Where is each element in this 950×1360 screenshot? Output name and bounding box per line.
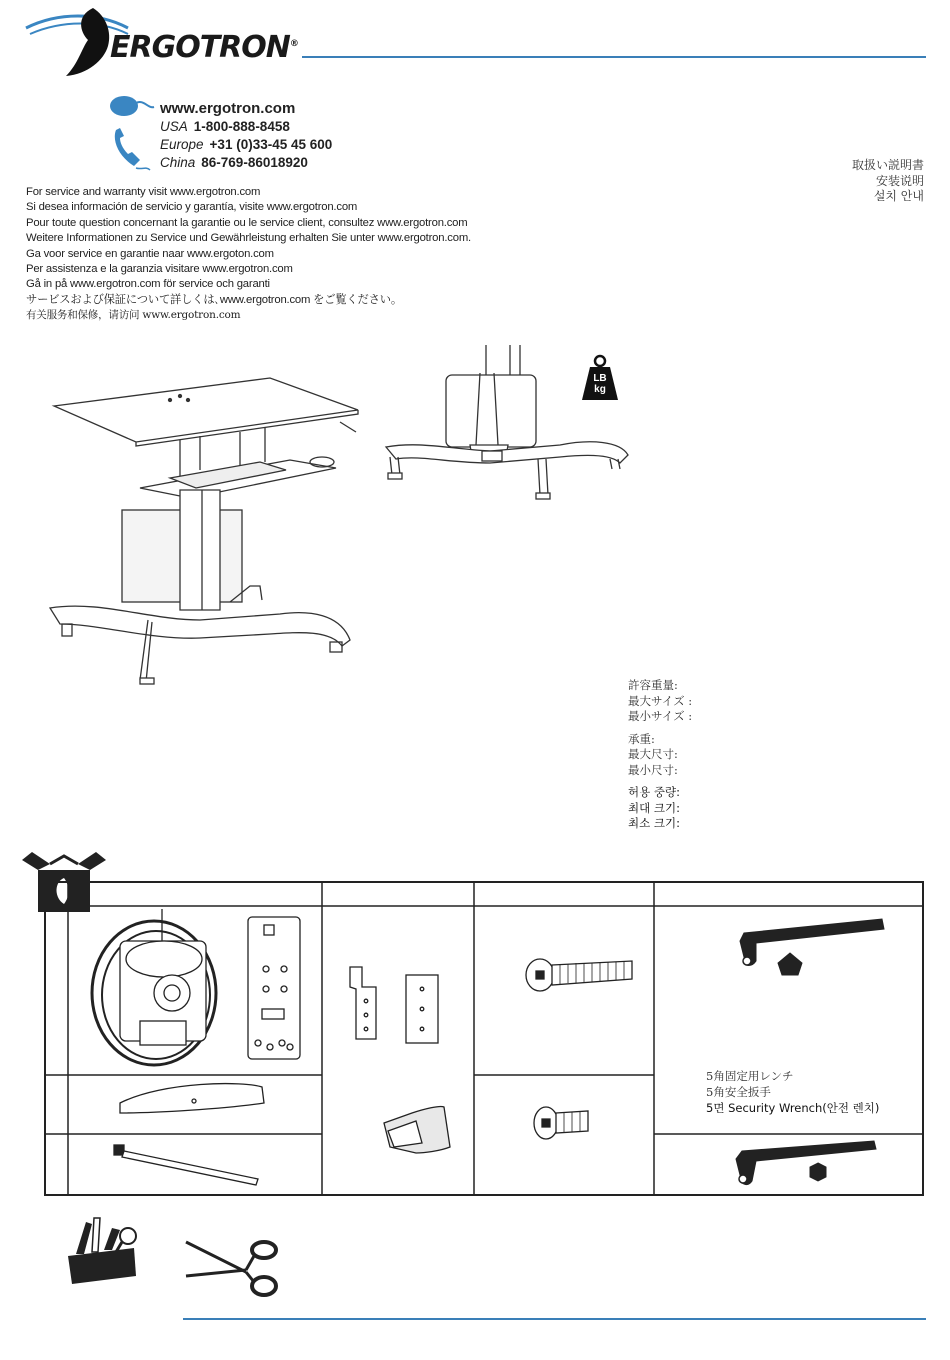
phone-row-europe: [160, 136, 332, 154]
parts-table: [44, 881, 924, 1196]
phone-number: 1-800-888-8458: [193, 119, 290, 134]
part-small-brackets: [350, 967, 438, 1043]
mouse-icon: [108, 93, 154, 121]
wrench-label-ko: 5면 Security Wrench(안전 렌치): [706, 1101, 880, 1115]
service-line: サービスおよび保証について詳しくは､www.ergotron.com をご覧ください。: [26, 293, 402, 306]
toolbox-icon: [64, 1212, 144, 1290]
scissors-icon: [182, 1236, 282, 1298]
service-line: Per assistenza e la garanzia visitare www.ergotron.com: [26, 263, 293, 276]
specs-group-zh: [628, 732, 692, 779]
footer-rule: [183, 1318, 926, 1320]
spec-label: 최대 크기:: [628, 800, 680, 815]
spec-label: 最小サイズ :: [628, 709, 693, 723]
phone-row-usa: [160, 118, 332, 136]
spec-label: 최소 크기:: [628, 816, 680, 830]
service-line: Ga voor service en garantie naar www.ergoton.com: [26, 247, 274, 260]
part-hex-key-small: [736, 1141, 876, 1185]
specs-block: [628, 678, 692, 839]
spec-label: 最大サイズ :: [628, 693, 693, 708]
weight-unit-lb: LB: [593, 373, 607, 384]
weight-icon: [580, 352, 620, 402]
brand-name-text: ERGOTRON: [110, 30, 290, 65]
guide-title-zh: 安装说明: [875, 173, 924, 188]
phone-region: USA: [160, 119, 188, 134]
header-rule: [302, 56, 926, 58]
phone-region: China: [160, 155, 196, 170]
part-long-bracket: [120, 1084, 264, 1113]
wrench-label-ja: 5角固定用レンチ: [706, 1069, 794, 1083]
spec-label: 承重:: [628, 731, 655, 746]
specs-group-ja: [628, 678, 692, 725]
phone-number: +31 (0)33-45 45 600: [209, 137, 333, 152]
guide-title-ko: 설치 안내: [873, 189, 924, 203]
wrench-label-zh: 5角安全扳手: [706, 1085, 771, 1099]
spec-label: 最大尺寸:: [628, 747, 678, 761]
guide-titles: [852, 158, 924, 205]
service-line: Gå in på www.ergotron.com för service och garanti: [26, 278, 270, 291]
phone-number: 86-769-86018920: [201, 155, 308, 170]
guide-title-ja: 取扱い説明書: [851, 158, 924, 172]
part-cpu-bracket-assembly: [92, 909, 300, 1065]
spec-label: 許容重量:: [628, 678, 678, 692]
service-line: Weitere Informationen zu Service und Gewährleistung erhalten Sie unter www.ergotron.com.: [26, 232, 471, 245]
wrench-label: [706, 1068, 879, 1116]
phone-icon: [110, 126, 154, 174]
registered-mark: ®: [289, 39, 298, 49]
phone-region: Europe: [160, 137, 204, 152]
part-long-screw: [526, 959, 632, 991]
weight-unit-kg: kg: [594, 384, 606, 395]
specs-group-ko: [628, 785, 692, 832]
brand-name: [110, 30, 298, 65]
spec-label: 最小尺寸:: [628, 762, 678, 777]
service-line: Si desea información de servicio y garantía, visite www.ergotron.com: [26, 201, 358, 214]
phone-row-china: [160, 154, 332, 172]
service-line: For service and warranty visit www.ergotron.com: [26, 186, 261, 198]
website-link[interactable]: www.ergotron.com: [160, 100, 296, 117]
service-info: [26, 185, 471, 324]
spec-label: 허용 중량:: [628, 785, 680, 799]
part-cable-tie: [114, 1145, 258, 1185]
part-short-screw: [534, 1107, 588, 1139]
service-line: 有关服务和保修，请访问 www.ergotron.com: [26, 309, 241, 322]
part-security-wrench-large: [740, 919, 884, 975]
part-spacer: [384, 1106, 450, 1153]
contact-block: [160, 100, 332, 172]
workstation-illustration: [40, 370, 370, 690]
service-line: Pour toute question concernant la garantie ou le service client, consultez www.ergotron.com: [26, 216, 468, 229]
